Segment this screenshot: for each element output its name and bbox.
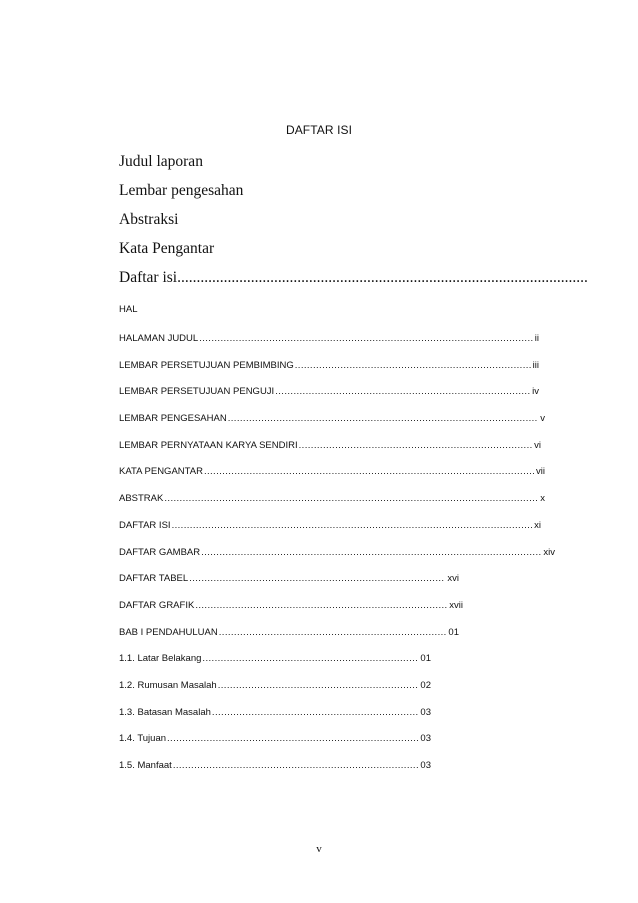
- toc-dot-leader: [189, 570, 445, 588]
- toc-entry-page: 02: [420, 679, 431, 691]
- toc-entry: [119, 677, 431, 704]
- toc-entry-page: 01: [420, 653, 431, 665]
- toc-entry-page: v: [540, 413, 545, 425]
- toc-dot-leader: [275, 383, 530, 401]
- toc-entry-label: 1.2. Rumusan Masalah: [119, 679, 217, 691]
- page-title: DAFTAR ISI: [285, 123, 353, 137]
- toc-entry: [119, 730, 431, 757]
- toc-dot-leader: [202, 650, 418, 668]
- toc-entry-label: BAB I PENDAHULUAN: [119, 626, 218, 638]
- toc-entry-page: 01: [448, 626, 459, 638]
- toc-entry: [119, 650, 431, 677]
- hal-label: HAL: [119, 304, 138, 315]
- toc-entry-label: 1.5. Manfaat: [119, 760, 172, 771]
- front-item-judul-laporan: Judul laporan: [119, 153, 203, 170]
- toc-dot-leader: [173, 757, 419, 775]
- toc-entry-label: DAFTAR TABEL: [119, 573, 189, 585]
- toc-entry-page: 03: [420, 733, 431, 745]
- toc-entry: [119, 704, 431, 731]
- toc-entry-page: xiv: [543, 546, 555, 558]
- toc-entry-page: iv: [532, 386, 539, 398]
- toc-entry-page: x: [540, 493, 545, 505]
- toc-entry-label: LEMBAR PENGESAHAN: [119, 413, 227, 425]
- front-matter-list: [119, 147, 588, 292]
- toc-dot-leader: [172, 517, 533, 535]
- toc-entry-label: 1.3. Batasan Masalah: [119, 706, 211, 718]
- toc-entry-page: ii: [534, 333, 539, 344]
- toc-entry-page: 03: [420, 760, 431, 771]
- toc-entry: [119, 410, 545, 437]
- toc-entry-page: iii: [532, 359, 539, 371]
- toc-dot-leader: [219, 624, 447, 642]
- toc-entry: [119, 437, 541, 464]
- front-item-abstraksi: Abstraksi: [119, 211, 179, 228]
- toc-entry-label: DAFTAR ISI: [119, 519, 171, 531]
- toc-dot-leader: [212, 704, 419, 722]
- toc-dot-leader: [164, 490, 538, 508]
- front-item-lembar-pengesahan: Lembar pengesahan: [119, 182, 244, 199]
- toc-entry-label: KATA PENGANTAR: [119, 466, 203, 478]
- toc-entry-label: 1.1. Latar Belakang: [119, 653, 202, 665]
- toc-dot-leader: [228, 410, 539, 428]
- front-item-kata-pengantar: Kata Pengantar: [119, 240, 215, 257]
- toc-entry-label: HALAMAN JUDUL: [119, 333, 199, 344]
- toc-dot-leader: [204, 463, 534, 481]
- toc-entry: [119, 624, 459, 651]
- toc-entry-page: xvii: [449, 599, 463, 611]
- toc-dot-leader: [295, 357, 531, 375]
- toc-entry-label: ABSTRAK: [119, 493, 164, 505]
- toc-dot-leader: [201, 544, 541, 562]
- toc-dot-leader: [218, 677, 419, 695]
- toc-entry-label: DAFTAR GAMBAR: [119, 546, 201, 558]
- page-number: v: [316, 843, 322, 855]
- toc-entry-label: LEMBAR PERSETUJUAN PENGUJI: [119, 386, 275, 398]
- toc-entry-label: LEMBAR PERNYATAAN KARYA SENDIRI: [119, 439, 298, 451]
- toc-entry: [119, 357, 539, 384]
- toc-entry: [119, 570, 459, 597]
- toc-entry-page: xvi: [447, 573, 459, 585]
- front-item-daftar-isi: Daftar isi..........................................................................................................: [119, 269, 588, 286]
- toc-entry: [119, 463, 545, 490]
- toc-dot-leader: [167, 730, 418, 748]
- toc-entry: [119, 517, 541, 544]
- toc-entry-page: vii: [536, 466, 545, 478]
- toc-entry-label: LEMBAR PERSETUJUAN PEMBIMBING: [119, 359, 294, 371]
- toc-entry: [119, 757, 431, 784]
- toc-dot-leader: [195, 597, 447, 615]
- toc-entry-page: 03: [420, 706, 431, 718]
- toc-dot-leader: [199, 330, 533, 348]
- toc-entry-page: vi: [534, 439, 541, 451]
- toc-entry: [119, 330, 539, 357]
- toc-entry-page: xi: [534, 519, 541, 531]
- toc-entry-label: DAFTAR GRAFIK: [119, 599, 195, 611]
- toc-entry-label: 1.4. Tujuan: [119, 733, 167, 745]
- toc-entry: [119, 597, 463, 624]
- toc-entry: [119, 490, 545, 517]
- toc-entry: [119, 544, 555, 571]
- toc-entry: [119, 383, 539, 410]
- toc-dot-leader: [299, 437, 533, 455]
- table-of-contents: [119, 330, 555, 784]
